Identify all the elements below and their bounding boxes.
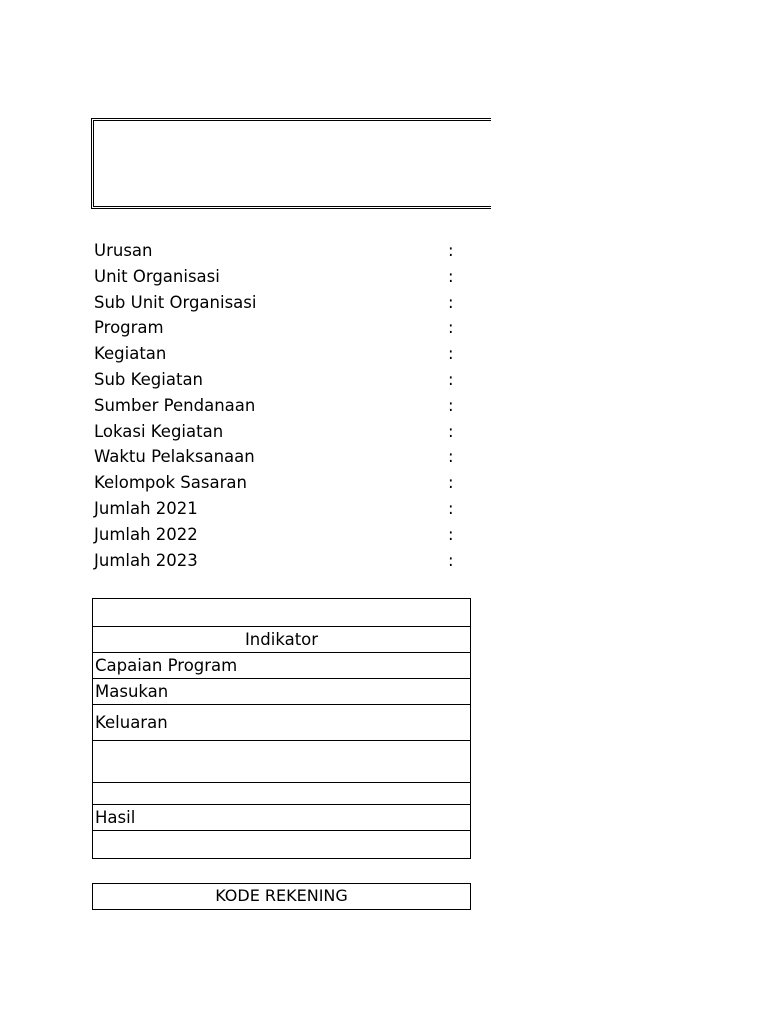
info-colon: : xyxy=(448,318,454,338)
info-colon: : xyxy=(448,498,454,518)
info-label: Waktu Pelaksanaan xyxy=(94,447,255,467)
info-label: Program xyxy=(94,318,164,338)
info-label: Jumlah 2023 xyxy=(94,550,198,570)
info-row-jumlah-2022 xyxy=(94,522,474,548)
info-label: Jumlah 2022 xyxy=(94,524,198,544)
table-row xyxy=(93,679,471,705)
info-colon: : xyxy=(448,369,454,389)
info-colon: : xyxy=(448,266,454,286)
table-cell-masukan: Masukan xyxy=(93,679,471,705)
info-row-sub-unit-organisasi xyxy=(94,290,474,316)
table-cell-blank xyxy=(93,599,471,627)
info-label: Urusan xyxy=(94,241,153,260)
info-row-urusan xyxy=(94,238,474,264)
info-label: Unit Organisasi xyxy=(94,266,220,286)
table-row xyxy=(93,741,471,783)
info-colon: : xyxy=(448,344,454,364)
table-row xyxy=(93,805,471,831)
info-label: Sub Kegiatan xyxy=(94,369,204,389)
info-row-kelompok-sasaran xyxy=(94,470,474,496)
table-row xyxy=(93,653,471,679)
info-colon: : xyxy=(448,447,454,467)
info-label: Jumlah 2021 xyxy=(94,498,198,518)
info-row-sumber-pendanaan xyxy=(94,393,474,419)
info-list xyxy=(94,238,474,573)
header-title-box xyxy=(91,118,491,209)
info-row-sub-kegiatan xyxy=(94,367,474,393)
info-label: Sumber Pendanaan xyxy=(94,395,256,415)
info-colon: : xyxy=(448,550,454,570)
table-row-blank-top xyxy=(93,599,471,627)
info-colon: : xyxy=(448,395,454,415)
info-label: Kelompok Sasaran xyxy=(94,473,247,493)
info-row-program xyxy=(94,315,474,341)
info-row-lokasi-kegiatan xyxy=(94,419,474,445)
kode-rekening-header: KODE REKENING xyxy=(92,883,471,910)
info-colon: : xyxy=(448,473,454,493)
info-label: Sub Unit Organisasi xyxy=(94,292,257,312)
info-row-waktu-pelaksanaan xyxy=(94,444,474,470)
table-cell-keluaran: Keluaran xyxy=(93,705,471,741)
table-cell-blank xyxy=(93,741,471,783)
table-cell-capaian-program: Capaian Program xyxy=(93,653,471,679)
info-colon: : xyxy=(448,241,454,260)
table-cell-blank xyxy=(93,831,471,859)
info-colon: : xyxy=(448,524,454,544)
info-row-jumlah-2023 xyxy=(94,548,474,574)
table-cell-blank xyxy=(93,783,471,805)
info-colon: : xyxy=(448,421,454,441)
indicator-table xyxy=(92,598,471,859)
table-cell-hasil: Hasil xyxy=(93,805,471,831)
table-row xyxy=(93,783,471,805)
info-row-jumlah-2021 xyxy=(94,496,474,522)
info-row-kegiatan xyxy=(94,341,474,367)
info-label: Lokasi Kegiatan xyxy=(94,421,224,441)
table-header-indikator: Indikator xyxy=(93,627,471,653)
table-header-row xyxy=(93,627,471,653)
info-row-unit-organisasi xyxy=(94,264,474,290)
info-colon: : xyxy=(448,292,454,312)
table-row xyxy=(93,831,471,859)
info-label: Kegiatan xyxy=(94,344,167,364)
table-row xyxy=(93,705,471,741)
